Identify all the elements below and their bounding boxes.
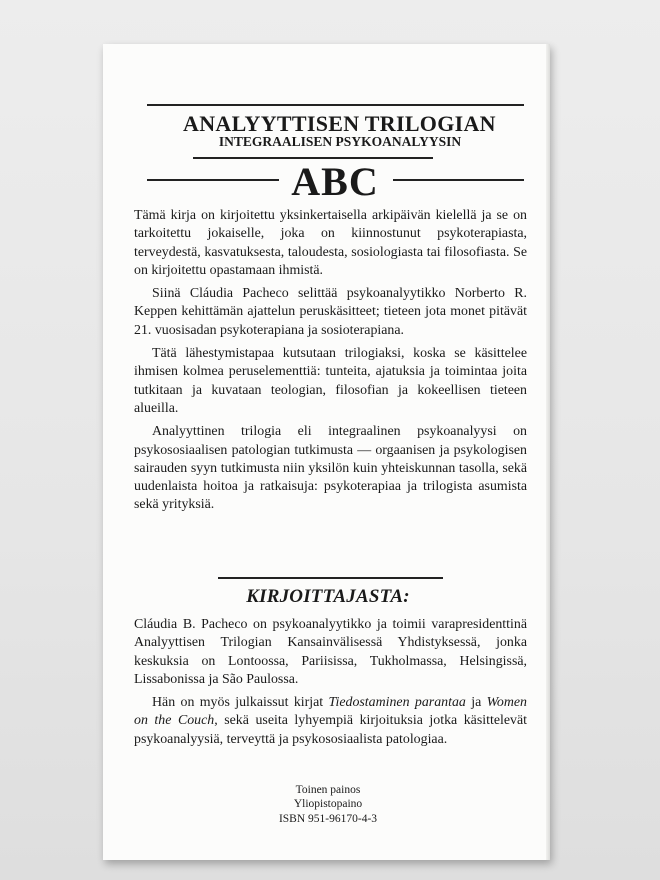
author-paragraph-2: [134, 694, 527, 749]
description-paragraph-2: Siinä Cláudia Pacheco selittää psykoanalyytikko Norberto R. Keppen kehittämän ajattelun peruskäsitteet; tieteen jota monet pitävät 21. vuosisadan psykoterapiana ja sosioterapiana.: [134, 286, 527, 338]
edition-text: Toinen painos: [295, 784, 361, 796]
author-section-rule: [218, 577, 443, 579]
author-paragraph-2-end: , sekä useita lyhyempiä kirjoituksia jotka käsittelevät psykoanalyysiä, terveyttä ja psykososiaalista patologiaa.: [134, 713, 527, 747]
colophon: [253, 783, 403, 826]
author-paragraph-2-start: Hän on myös julkaissut kirjat: [152, 695, 329, 711]
book-back-cover: [103, 44, 550, 860]
title-top-rule: [147, 104, 524, 106]
book-title-2: Women on the Couch: [134, 695, 527, 729]
publisher-text: Yliopistopaino: [293, 798, 363, 811]
title-abc: ABC: [291, 159, 379, 204]
book-title-1: Tiedostaminen parantaa: [328, 695, 466, 711]
title-line-2: INTEGRAALISEN PSYKOANALYYSIN: [218, 134, 462, 149]
isbn-text: ISBN 951-96170-4-3: [278, 812, 378, 825]
description-text: [134, 207, 527, 520]
author-text: [134, 616, 527, 754]
description-paragraph-3: Tätä lähestymistapaa kutsutaan trilogiaksi, koska se käsittelee ihmisen kolmea peruselementtiä: tunteita, ajatuksia ja toimintaa joita tutkitaan ja kuvataan teologian, filosofian ja kokeellisen tieteen alueilla.: [134, 346, 527, 416]
author-paragraph-1: Cláudia B. Pacheco on psykoanalyytikko ja toimii varapresidenttinä Analyyttisen Trilogian Kansainvälisessä Yhdistyksessä, jonka keskuksia on Lontoossa, Pariisissa, Tukholmassa, Helsingissä, Lissabonissa ja São Paulossa.: [134, 617, 527, 687]
author-paragraph-2-mid: ja: [465, 695, 487, 711]
title-line-1: ANALYYTTISEN TRILOGIAN: [183, 111, 496, 136]
description-paragraph-4: Analyyttinen trilogia eli integraalinen psykoanalyysi on psykososiaalisen patologian tutkimusta — orgaanisen ja psykologisen sairauden syyn tutkimusta niin yksilön kuin yhteiskunnan tasolla, sekä uudenlaista hoitoa ja ratkaisuja: psykoterapiaa ja trilogista asumista sekä yrityksiä.: [134, 424, 527, 513]
author-heading: KIRJOITTAJASTA:: [246, 586, 410, 607]
cover-edge: [546, 44, 550, 860]
abc-rule-right: [393, 179, 524, 181]
abc-rule-left: [147, 179, 279, 181]
description-paragraph-1: Tämä kirja on kirjoitettu yksinkertaisella arkipäivän kielellä ja se on tarkoitettu jokaiselle, joka on kiinnostunut psykoterapiasta, terveydestä, kasvatuksesta, taloudesta, sosiologiasta tai filosofiasta. Se on kirjoitettu opastamaan ihmistä.: [134, 208, 527, 278]
